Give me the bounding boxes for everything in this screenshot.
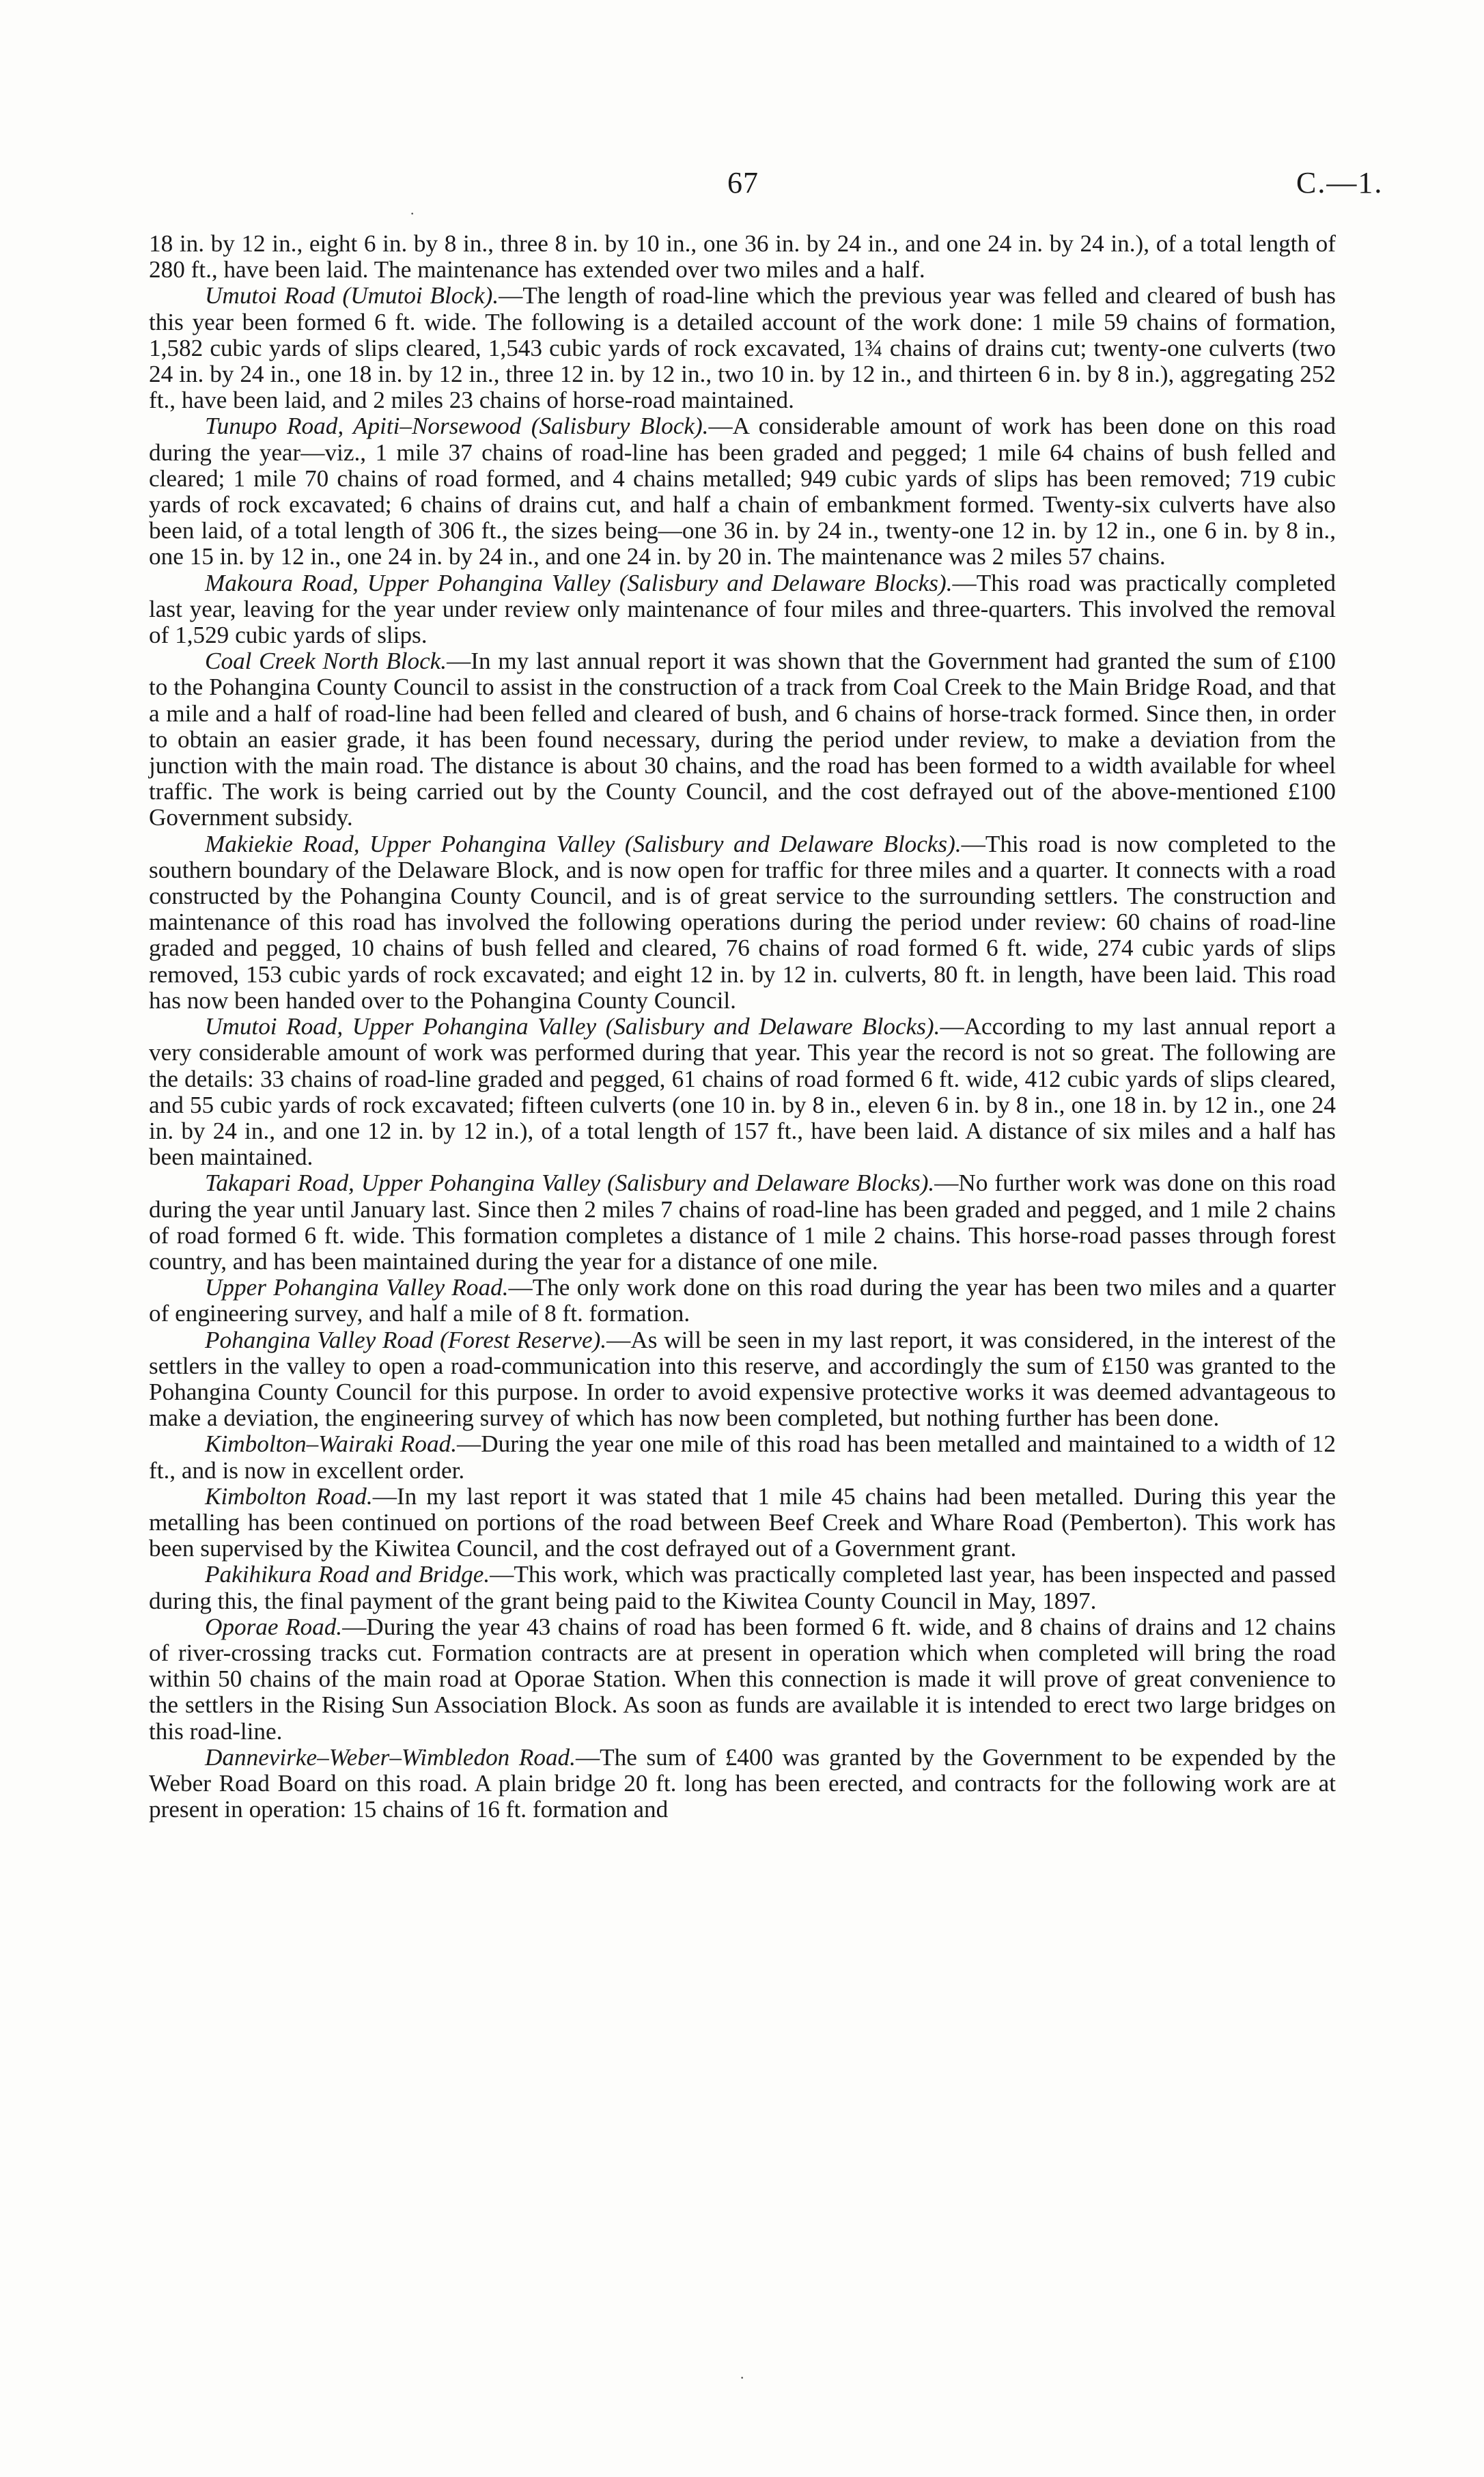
paragraph-heading: Kimbolton Road. [205, 1482, 373, 1510]
paragraph [149, 831, 1336, 1014]
paragraph-text: —This work, which was practically completed last year, has been inspected and passed during this, the final payment of the grant being paid to the Kiwitea County Council in May, 1897. [149, 1561, 1336, 1614]
paragraph-heading: Umutoi Road, Upper Pohangina Valley (Salisbury and Delaware Blocks). [205, 1013, 940, 1040]
paragraph [149, 1484, 1336, 1562]
scan-speck: · [740, 2369, 745, 2386]
paragraph-heading: Tunupo Road, Apiti–Norsewood (Salisbury Block). [205, 413, 709, 440]
paragraph-text: —The length of road-line which the previous year was felled and cleared of bush has this year been formed 6 ft. wide. The following is a detailed account of the work done: 1 mile 59 chains of formation, 1,582 cubic yards of slips cleared, 1,543 cubic yards of rock excavated, 1¾ chains of drains cut; twenty-one culverts (two 24 in. by 24 in., one 18 in. by 12 in., three 12 in. by 12 in., two 10 in. by 12 in., and thirteen 6 in. by 8 in.), aggregating 252 ft., have been laid, and 2 miles 23 chains of horse-road maintained. [149, 282, 1336, 414]
paragraph-heading: Dannevirke–Weber–Wimbledon Road. [205, 1743, 576, 1771]
paragraph [149, 231, 1336, 283]
page-header [0, 165, 1484, 213]
paragraph-text: —During the year 43 chains of road has been formed 6 ft. wide, and 8 chains of drains and 12 chains of river-crossing tracks cut. Formation contracts are at present in operation which when completed will bring the road within 50 chains of the main road at Oporae Station. When this connection is made it will prove of great convenience to the settlers in the Rising Sun Association Block. As soon as funds are available it is intended to erect two large bridges on this road-line. [149, 1613, 1336, 1745]
paragraph-text: —The sum of £400 was granted by the Government to be expended by the Weber Road Board on this road. A plain bridge 20 ft. long has been erected, and contracts for the following work are at present in operation: 15 chains of 16 ft. formation and [149, 1743, 1336, 1823]
paragraph [149, 413, 1336, 570]
paragraph [149, 1014, 1336, 1170]
paragraph-text: —The only work done on this road during the year has been two miles and a quarter of engineering survey, and half a mile of 8 ft. formation. [149, 1274, 1336, 1327]
paragraph [149, 1327, 1336, 1432]
paragraph-heading: Oporae Road. [205, 1613, 343, 1640]
paragraph-heading: Pohangina Valley Road (Forest Reserve). [205, 1326, 607, 1353]
paragraph-heading: Takapari Road, Upper Pohangina Valley (Salisbury and Delaware Blocks). [205, 1170, 935, 1197]
paragraph [149, 648, 1336, 831]
paragraph-text: —As will be seen in my last report, it was considered, in the interest of the settlers in the valley to open a road-communication into this reserve, and accordingly the sum of £150 was granted to the Pohangina County Council for this purpose. In order to avoid expensive protective works it was deemed advantageous to make a deviation, the engineering survey of which has now been completed, but nothing further has been done. [149, 1326, 1336, 1432]
paragraph-text: —No further work was done on this road during the year until January last. Since then 2 miles 7 chains of road-line has been graded and pegged, and 1 mile 2 chains of road formed 6 ft. wide. This formation completes a distance of 1 mile 2 chains. This horse-road passes through forest country, and has been maintained during the year for a distance of one mile. [149, 1170, 1336, 1275]
paragraph-text: 18 in. by 12 in., eight 6 in. by 8 in., three 8 in. by 10 in., one 36 in. by 24 in., and one 24 in. by 24 in.), of a total length of 280 ft., have been laid. The maintenance has extended over two miles and a half. [149, 230, 1336, 283]
paragraph-text: —According to my last annual report a very considerable amount of work was performed during that year. This year the record is not so great. The following are the details: 33 chains of road-line graded and pegged, 61 chains of road formed 6 ft. wide, 412 cubic yards of slips cleared, and 55 cubic yards of rock excavated; fifteen culverts (one 10 in. by 8 in., eleven 6 in. by 8 in., one 18 in. by 12 in., one 24 in. by 24 in., and one 12 in. by 12 in.), of a total length of 157 ft., have been laid. A distance of six miles and a half has been maintained. [149, 1013, 1336, 1171]
paragraph-text: —A considerable amount of work has been done on this road during the year—viz., 1 mile 37 chains of road-line has been graded and pegged; 1 mile 64 chains of bush felled and cleared; 1 mile 70 chains of road formed, and 4 chains metalled; 949 cubic yards of slips has been removed; 719 cubic yards of rock excavated; 6 chains of drains cut, and half a chain of embankment formed. Twenty-six culverts have also been laid, of a total length of 306 ft., the sizes being—one 36 in. by 24 in., twenty-one 12 in. by 12 in., one 6 in. by 8 in., one 15 in. by 12 in., one 24 in. by 24 in., and one 24 in. by 20 in. The maintenance was 2 miles 57 chains. [149, 413, 1336, 570]
paragraph [149, 1745, 1336, 1823]
paragraph-text: —This road was practically completed last year, leaving for the year under review only maintenance of four miles and three-quarters. This involved the removal of 1,529 cubic yards of slips. [149, 569, 1336, 649]
paragraph [149, 283, 1336, 413]
paragraph [149, 1275, 1336, 1327]
scan-speck: · [410, 205, 415, 222]
paragraph-text: —In my last report it was stated that 1 mile 45 chains had been metalled. During this year the metalling has been continued on portions of the road between Beef Creek and Whare Road (Pemberton). This work has been supervised by the Kiwitea Council, and the cost defrayed out of a Government grant. [149, 1482, 1336, 1562]
paragraph-text: —This road is now completed to the southern boundary of the Delaware Block, and is now open for traffic for three miles and a quarter. It connects with a road constructed by the Pohangina County Council, and is of great service to the surrounding settlers. The construction and maintenance of this road has involved the following operations during the period under review: 60 chains of road-line graded and pegged, 10 chains of bush felled and cleared, 76 chains of road formed 6 ft. wide, 274 cubic yards of slips removed, 153 cubic yards of rock excavated; and eight 12 in. by 12 in. culverts, 80 ft. in length, have been laid. This road has now been handed over to the Pohangina County Council. [149, 830, 1336, 1014]
paragraph-text: —In my last annual report it was shown that the Government had granted the sum of £100 to the Pohangina County Council to assist in the construction of a track from Coal Creek to the Main Bridge Road, and that a mile and a half of road-line had been felled and cleared of bush, and 6 chains of horse-track formed. Since then, in order to obtain an easier grade, it has been found necessary, during the period under review, to make a deviation from the junction with the main road. The distance is about 30 chains, and the road has been formed to a width available for wheel traffic. The work is being carried out by the County Council, and the cost defrayed out of the above-mentioned £100 Government subsidy. [149, 648, 1336, 831]
paragraph-heading: Upper Pohangina Valley Road. [205, 1274, 509, 1301]
paragraph-heading: Coal Creek North Block. [205, 648, 447, 675]
paragraph [149, 1562, 1336, 1614]
paragraph [149, 1431, 1336, 1483]
paragraph [149, 570, 1336, 649]
paragraph-heading: Makoura Road, Upper Pohangina Valley (Salisbury and Delaware Blocks). [205, 569, 953, 596]
paragraph-heading: Umutoi Road (Umutoi Block). [205, 282, 499, 309]
paragraph [149, 1614, 1336, 1745]
paragraph-heading: Makiekie Road, Upper Pohangina Valley (Salisbury and Delaware Blocks). [205, 830, 962, 857]
body-text [149, 231, 1336, 1823]
page-number: 67 [727, 166, 759, 199]
paragraph-heading: Pakihikura Road and Bridge. [205, 1561, 490, 1588]
document-reference: C.—1. [1296, 166, 1384, 199]
paragraph-text: —During the year one mile of this road has been metalled and maintained to a width of 12 ft., and is now in excellent order. [149, 1430, 1336, 1484]
paragraph [149, 1170, 1336, 1275]
paragraph-heading: Kimbolton–Wairaki Road. [205, 1430, 457, 1458]
